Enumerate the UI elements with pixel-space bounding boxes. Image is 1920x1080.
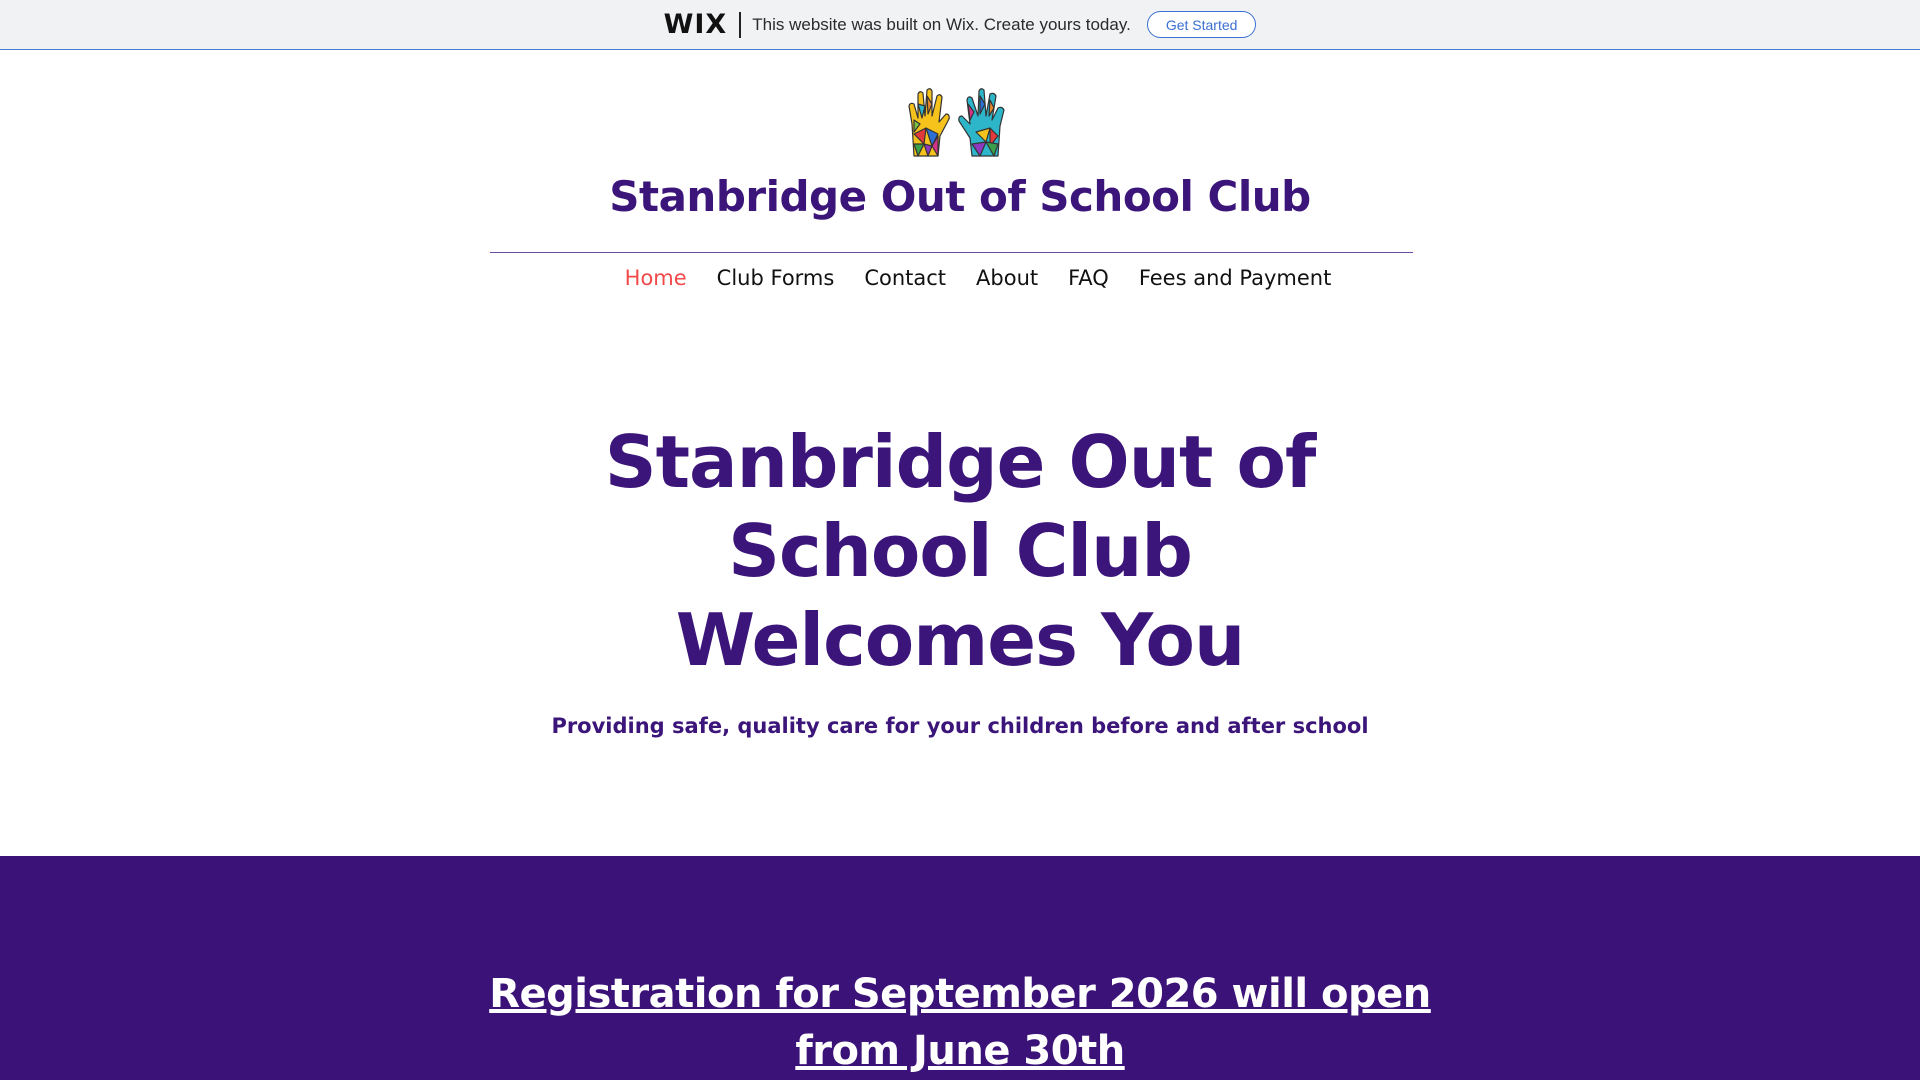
registration-link-line[interactable]: Registration for September 2026 will open — [489, 971, 1431, 1017]
nav-item-club-forms[interactable]: Club Forms — [716, 266, 835, 290]
get-started-button[interactable]: Get Started — [1147, 11, 1257, 38]
nav-item-about[interactable]: About — [976, 266, 1039, 290]
hero-subtitle: Providing safe, quality care for your children before and after school — [551, 714, 1369, 738]
hero-title — [460, 418, 1460, 685]
nav-list — [610, 262, 1347, 294]
colorful-hands-icon[interactable] — [906, 84, 1006, 158]
nav-item-home[interactable]: Home — [624, 266, 687, 290]
wix-banner — [0, 0, 1920, 50]
registration-link[interactable] — [460, 966, 1460, 1080]
nav-item-contact[interactable]: Contact — [864, 266, 947, 290]
header-divider — [490, 252, 1413, 253]
wix-banner-message: This website was built on Wix. Create yours today. — [752, 14, 1131, 34]
site-title[interactable]: Stanbridge Out of School Club — [609, 172, 1311, 221]
hero-title-line: Stanbridge Out of — [604, 420, 1316, 504]
nav-item-fees-and-payment[interactable]: Fees and Payment — [1138, 266, 1332, 290]
registration-link-line[interactable]: from June 30th — [795, 1028, 1125, 1074]
wix-logo[interactable]: WIX — [663, 9, 728, 40]
main-nav — [0, 262, 1920, 294]
wix-banner-content — [664, 11, 1257, 38]
hero-title-line: School Club — [728, 509, 1192, 593]
hero-title-line: Welcomes You — [675, 598, 1245, 682]
nav-item-faq[interactable]: FAQ — [1068, 266, 1109, 290]
wix-divider — [739, 12, 741, 38]
